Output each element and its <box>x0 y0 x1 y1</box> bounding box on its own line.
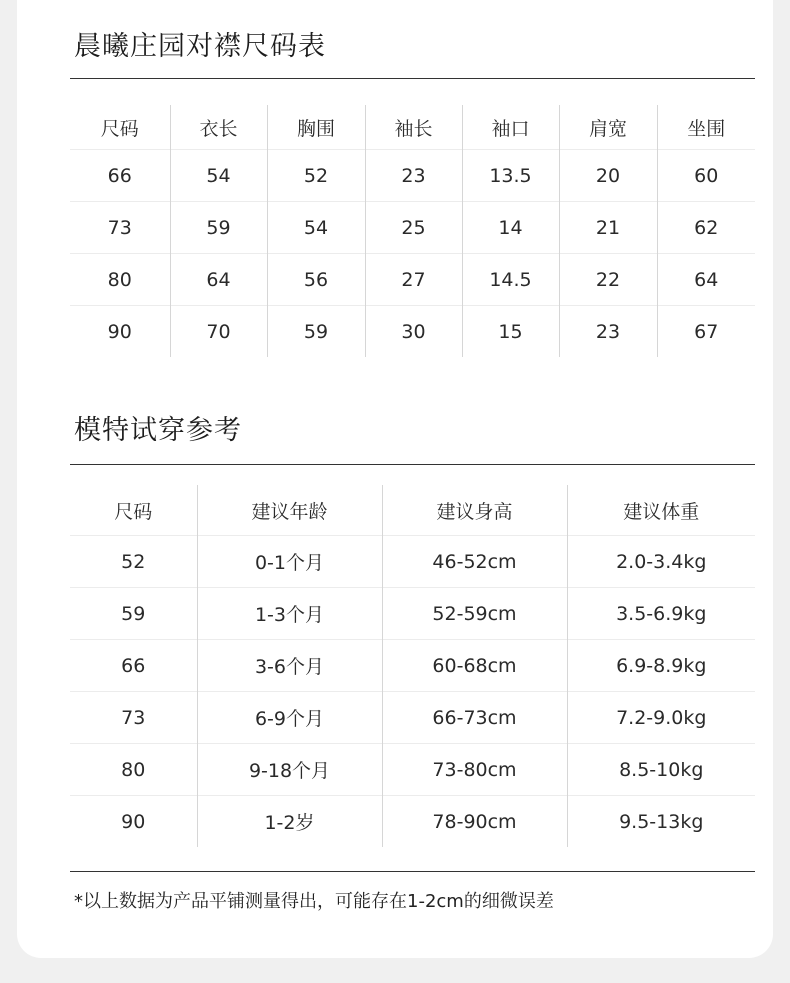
table-cell: 25 <box>365 202 462 254</box>
table-header-row <box>70 105 755 150</box>
table-cell: 80 <box>70 744 197 796</box>
header-cell: 建议体重 <box>567 485 755 536</box>
table-cell: 21 <box>559 202 657 254</box>
table-cell: 7.2-9.0kg <box>567 692 755 744</box>
table-cell: 1-3个月 <box>197 588 382 640</box>
size-chart-divider <box>70 78 755 79</box>
table-cell: 73 <box>70 202 170 254</box>
table-cell: 14 <box>462 202 559 254</box>
table-cell: 54 <box>267 202 365 254</box>
table-cell: 23 <box>365 150 462 202</box>
table-cell: 73-80cm <box>382 744 567 796</box>
table-cell: 70 <box>170 306 267 358</box>
table-cell: 73 <box>70 692 197 744</box>
table-cell: 90 <box>70 306 170 358</box>
table-cell: 0-1个月 <box>197 536 382 588</box>
table-cell: 9-18个月 <box>197 744 382 796</box>
table-cell: 15 <box>462 306 559 358</box>
table-cell: 64 <box>657 254 755 306</box>
size-chart-title: 晨曦庄园对襟尺码表 <box>74 31 326 62</box>
table-cell: 56 <box>267 254 365 306</box>
measurement-footnote: *以上数据为产品平铺测量得出，可能存在1-2cm的细微误差 <box>74 891 554 912</box>
table-row <box>70 692 755 744</box>
header-cell: 尺码 <box>100 117 139 140</box>
table-cell: 60 <box>657 150 755 202</box>
table-cell: 52-59cm <box>382 588 567 640</box>
header-cell: 肩宽 <box>559 105 657 150</box>
table-cell: 64 <box>170 254 267 306</box>
size-guide-card <box>17 0 773 958</box>
table-cell: 13.5 <box>462 150 559 202</box>
header-cell: 尺码 <box>114 500 153 523</box>
table-cell: 20 <box>559 150 657 202</box>
table-cell: 46-52cm <box>382 536 567 588</box>
table-row <box>70 536 755 588</box>
table-cell: 3-6个月 <box>197 640 382 692</box>
table-row <box>70 796 755 848</box>
table-cell: 23 <box>559 306 657 358</box>
header-cell: 袖长 <box>365 105 462 150</box>
model-fit-table <box>70 485 755 847</box>
table-row <box>70 744 755 796</box>
header-cell: 袖口 <box>462 105 559 150</box>
table-cell: 9.5-13kg <box>567 796 755 848</box>
footnote-divider <box>70 871 755 872</box>
table-cell: 6.9-8.9kg <box>567 640 755 692</box>
model-fit-title: 模特试穿参考 <box>74 415 242 446</box>
table-cell: 8.5-10kg <box>567 744 755 796</box>
table-cell: 2.0-3.4kg <box>567 536 755 588</box>
table-row <box>70 254 755 306</box>
table-cell: 3.5-6.9kg <box>567 588 755 640</box>
table-cell: 67 <box>657 306 755 358</box>
header-cell: 胸围 <box>267 105 365 150</box>
model-fit-divider <box>70 464 755 465</box>
size-chart-table <box>70 105 755 357</box>
table-cell: 66 <box>70 150 170 202</box>
table-row <box>70 150 755 202</box>
table-cell: 59 <box>170 202 267 254</box>
table-cell: 27 <box>365 254 462 306</box>
table-cell: 30 <box>365 306 462 358</box>
table-cell: 59 <box>267 306 365 358</box>
table-cell: 78-90cm <box>382 796 567 848</box>
table-cell: 54 <box>170 150 267 202</box>
header-cell: 衣长 <box>170 105 267 150</box>
table-row <box>70 202 755 254</box>
table-cell: 62 <box>657 202 755 254</box>
table-cell: 80 <box>70 254 170 306</box>
table-cell: 52 <box>267 150 365 202</box>
table-cell: 22 <box>559 254 657 306</box>
table-row <box>70 640 755 692</box>
table-cell: 1-2岁 <box>197 796 382 848</box>
table-cell: 6-9个月 <box>197 692 382 744</box>
header-cell: 建议身高 <box>382 485 567 536</box>
table-cell: 66 <box>70 640 197 692</box>
table-cell: 52 <box>70 536 197 588</box>
table-header-row <box>70 485 755 536</box>
table-row <box>70 588 755 640</box>
table-cell: 59 <box>70 588 197 640</box>
table-cell: 66-73cm <box>382 692 567 744</box>
header-cell: 坐围 <box>657 105 755 150</box>
table-row <box>70 306 755 358</box>
table-cell: 60-68cm <box>382 640 567 692</box>
header-cell: 建议年龄 <box>197 485 382 536</box>
table-cell: 14.5 <box>462 254 559 306</box>
table-cell: 90 <box>70 796 197 848</box>
